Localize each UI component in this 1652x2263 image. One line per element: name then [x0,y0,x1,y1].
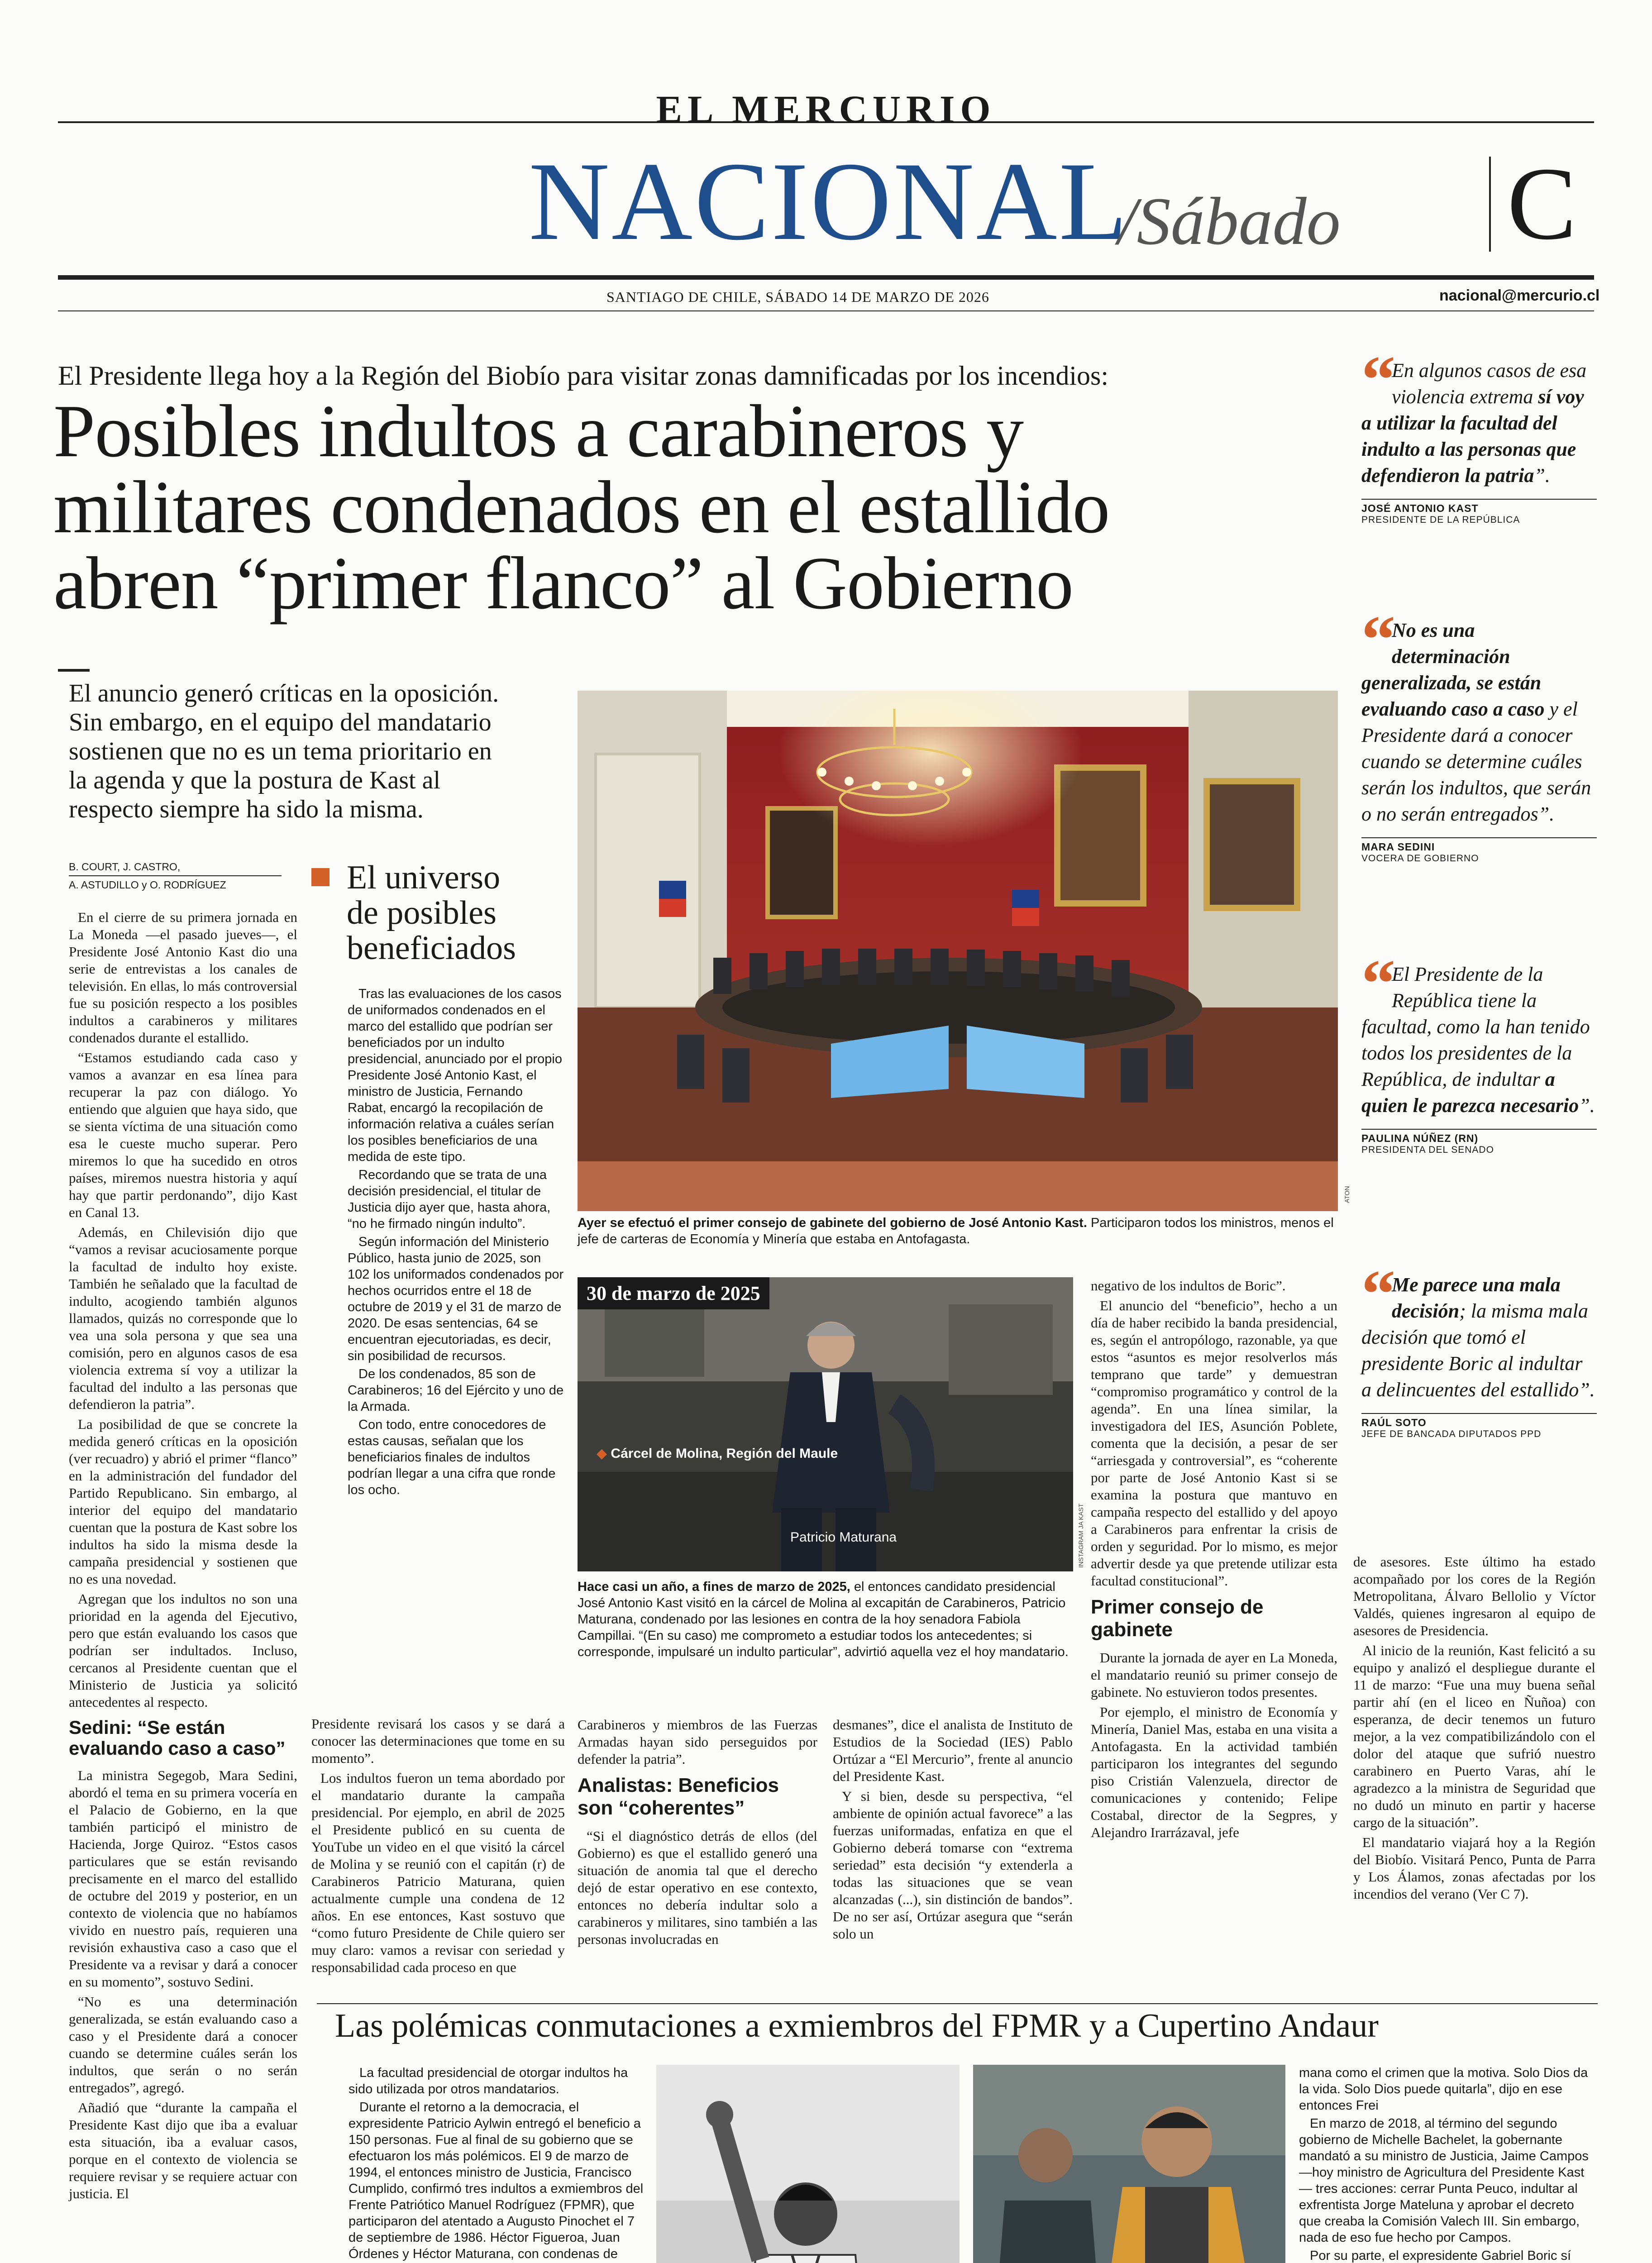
section-letter: C [1507,146,1577,261]
universe-paragraph: Según información del Ministerio Público, hasta junio de 2025, son 102 los uniformados condenados por hechos ocurridos entre el 18 de octubre de 2019 y el 31 de marzo de 2020. De esas sentencias, 64 se encuentran ejecutoriadas, es decir, sin posibilidad de recursos. [348,1235,564,1363]
caption-rest: el entonces candidato presidencial José Antonio Kast visitó en la cárcel de Molina al excapitán de Carabineros, Patricio Maturana, condenado por las lesiones en contra de la hoy senadora Fabiola Campillai. “(En su caso) me comprometo a estudiar todos los antecedentes; si corresponde, impulsaré un indulto particular”, advirtió aquella vez el hoy mandatario. [578,1580,1069,1659]
quote-author-role: PRESIDENTE DE LA REPÚBLICA [1361,515,1520,525]
quote-mark-icon: “ [1361,602,1389,677]
deck-line: Sin embargo, en el equipo del mandatario [69,708,492,736]
lead-column-5 [1353,1553,1595,1905]
quote-text [1361,946,1597,1119]
center-column-a [578,1716,817,1951]
universe-title [347,860,565,966]
universe-paragraph: Con todo, entre conocedores de estas causas, señalan que los beneficiarios finales de indultos podrían llegar a una cifra que ronde los ocho. [348,1418,556,1497]
paragraph: Durante el retorno a la democracia, el expresidente Patricio Aylwin entregó el beneficio a 150 personas. Fue al final de su gobierno que se efectuaron los más polémicos. El 9 de marzo de 1994, el entonces ministro de Justicia, Francisco Cumplido, confirmó tres indultos a exmiembros del Frente Patriótico Manuel Rodríguez (FPMR), que participaron del atentado a Augusto Pinochet el 7 de septiembre de 1986. Héctor Figueroa, Juan Órdenes y Héctor Maturana, con condenas de [349,2100,644,2261]
caption-rest: Participaron todos los ministros, menos el jefe de carteras de Economía y Minería que estaba en Antofagasta. [578,1216,1334,1246]
quote-text-plain: y el Presidente dará a conocer cuando se determine cuáles serán los indultos, que serán o no serán entregados”. [1361,698,1591,825]
paragraph: En marzo de 2018, al término del segundo gobierno de Michelle Bachelet, la gobernante mandató a su ministro de Justicia, Jaime Campos —hoy ministro de Agricultura del Presidente Kast— tres acciones: cerrar Punta Peuco, indultar al exfrentista Jorge Mateluna y aprobar el decreto que creaba la Comisión Valech III. Sin embargo, nada de eso fue hecho por Campos. [1299,2116,1589,2245]
cabinet-photo [578,691,1338,1211]
paragraph: Carabineros y miembros de las Fuerzas Armadas hayan sido perseguidos por defender la patria”. [578,1717,817,1767]
section-title: NACIONAL [529,139,1129,263]
universe-title-line: de posibles [347,894,497,931]
paragraph: En el cierre de su primera jornada en La Moneda —el pasado jueves—, el Presidente José Antonio Kast dio una serie de entrevistas a los canales de televisión. En ellas, lo más controversial fue su posición respecto a los posibles indultos a carabineros y militares condenados durante el estallido. [69,909,297,1046]
molina-photo [578,1277,1073,1571]
quote-author-role: VOCERA DE GOBIERNO [1361,853,1479,864]
fpmr-column-4 [1299,2065,1593,2263]
subhead-analistas: Analistas: Beneficios son “coherentes” [578,1774,779,1819]
quote-author: RAÚL SOTO [1361,1417,1427,1428]
dateline: SANTIAGO DE CHILE, SÁBADO 14 DE MARZO DE 2026 [606,289,989,305]
lead-column-4 [1091,1277,1337,1844]
caption-bold: Ayer se efectuó el primer consejo de gabinete del gobierno de José Antonio Kast. [578,1216,1087,1230]
paragraph: Por su parte, el expresidente Gabriel Boric sí [1310,2249,1571,2263]
paragraph: El mandatario viajará hoy a la Región del Biobío. Visitará Penco, Punta de Parra y Los Álamos, zonas afectadas por los incendios del verano (Ver C 7). [1353,1834,1595,1902]
location-label [597,1446,838,1461]
quote-text-bold: a quien le parezca necesario [1361,1068,1579,1117]
quote-author: JOSÉ ANTONIO KAST [1361,502,1479,514]
paragraph: Los indultos fueron un tema abordado por el mandatario durante la campaña presidencial. Por ejemplo, en abril de 2025 el Presidente publicó en su cuenta de YouTube un video en el que visitó la cárcel de Molina y se reunió con el capitán (r) de Carabineros Patricio Maturana, quien actualmente cumple una condena de 12 años. En ese entonces, Kast sostuvo que “como futuro Presidente de Chile quiero ser muy claro: vamos a revisar con seriedad y responsabilidad cada proceso en que [311,1770,565,1975]
universe-title-line: El universo [347,859,501,896]
paragraph: Además, en Chilevisión dijo que “vamos a revisar acuciosamente porque la facultad de indulto hoy existe. También he señalado que la facultad de indulto, acogiendo también algunos llamados, quizás no corresponde que lo vea una sola persona y que sea una comisión, pero en algunos casos de esa violencia extrema sí voy a utilizar la facultad del indulto a las personas que defendieron la patria”. [69,1224,297,1412]
quote-block [1361,342,1597,593]
paragraph: El anuncio del “beneficio”, hecho a un día de haber recibido la banda presidencial, es, según el antropólogo, razonable, ya que estos “asuntos es mejor resolverlos más temprano que tarde” y demuestran “compromiso programático y control de la agenda”. En una línea similar, la investigadora del IES, Asunción Poblete, comenta que la decisión, a pesar de ser “arriesgada y controversial”, es “coherente por parte de José Antonio Kast si se examina la postura que mantuvo en campaña respecto del estallido y del apoyo a Carabineros para enfrentar la crisis de orden y seguridad. Por lo mismo, es mejor advertir desde ya que pretende utilizar esta facultad constitucional”. [1091,1298,1337,1589]
lead-column-1 [69,909,297,2205]
subhead-consejo: Primer consejo de gabinete [1091,1596,1264,1641]
masthead-thick-rule [58,275,1594,280]
center-column-b [833,1716,1073,1945]
deck-line: El anuncio generó críticas en la oposición. [69,679,499,707]
byline-line: A. ASTUDILLO y O. RODRÍGUEZ [69,875,282,893]
quote-mark-icon: “ [1361,1256,1389,1332]
quote-text-plain: El Presidente de la República tiene la facultad, como la han tenido todos los presidentes de la República, de indultar [1361,963,1590,1090]
mateluna-photo [973,2065,1285,2263]
quote-author-role: JEFE DE BANCADA DIPUTADOS PPD [1361,1429,1542,1439]
quote-text-plain: En algunos casos de esa violencia extrema [1392,359,1587,408]
fpmr-top-rule [317,2003,1598,2004]
paragraph: negativo de los indultos de Boric”. [1091,1278,1286,1294]
universe-box [311,860,565,1500]
quote-text [1361,342,1597,489]
paragraph: La facultad presidencial de otorgar indultos ha sido utilizada por otros mandatarios. [349,2066,628,2096]
molina-photo-credit: INSTAGRAM JA KAST [1077,1503,1084,1568]
paragraph: La ministra Segegob, Mara Sedini, abordó el tema en su primera vocería en el Palacio de Gobierno, en la que también participó el ministro de Hacienda, Jorge Quiroz. “Estos casos particulares que se están revisando precisamente en el marco del estallido de octubre del 2019 y posterior, en un contexto de violencia que no habíamos vivido en nuestro país, requieren una revisión exhaustiva caso a caso que el Presidente va a revisar y dará a conocer en su momento”, sostuvo Sedini. [69,1767,297,1990]
deck-accent [58,669,90,672]
quotes-column [1361,342,1597,1507]
universe-paragraph: Tras las evaluaciones de los casos de uniformados condenados en el marco del estallido que podrían ser beneficiados por un indulto presidencial, anunciado por el propio Presidente José Antonio Kast, el ministro de Justicia, Fernando Rabat, encargó la recopilación de información relativa a cuáles serían los posibles beneficiarios de una medida de este tipo. [348,987,562,1164]
headline-line: abren “primer flanco” al Gobierno [53,541,1073,625]
deck-line: la agenda y que la postura de Kast al [69,766,441,794]
quote-author: MARA SEDINI [1361,841,1435,853]
location-pin-icon: ◆ [597,1446,607,1461]
location-label-text: Cárcel de Molina, Región del Maule [611,1446,838,1461]
quote-text-bold: sí voy a utilizar la facultad del indulto a las personas que defendieron la patria [1361,386,1584,487]
universe-paragraph: De los condenados, 85 son de Carabineros; 16 del Ejército y uno de la Armada. [348,1367,564,1414]
quote-text-bold: No es una determinación generalizada, se están evaluando caso a caso [1361,619,1545,720]
headline-line: Posibles indultos a carabineros y [53,389,1024,473]
square-bullet-icon [311,868,329,886]
paper-name: EL MERCURIO [656,87,996,131]
fpmr-headline: Las polémicas conmutaciones a exmiembros del FPMR y a Cupertino Andaur [335,2007,1379,2044]
byline-line: B. COURT, J. CASTRO, [69,861,181,873]
paragraph: La posibilidad de que se concrete la medida generó críticas en la oposición (ver recuadro) y abrió el primer “flanco” en la administración del fundador del Partido Republicano. Sin embargo, al interior del equipo del mandatario cuentan que la postura de Kast sobre los indultos ha sido la misma desde la campaña presidencial y sostienen que no es una novedad. [69,1416,297,1587]
paragraph: “No es una determinación generalizada, se están evaluando caso a caso y el Presidente dará a conocer cuando se determine cuáles serán los indultos, que serán o no serán entregados”, agregó. [69,1994,297,2096]
paragraph: “Estamos estudiando cada caso y vamos a avanzar en esa línea para recuperar la paz con diálogo. Yo entiendo que alguien que haya sido, que se sienta víctima de una situación como esa le cueste mucho superar. Pero miremos lo que ha sucedido en otros países, miremos nuestra historia y aquí hay que partir perdonando”, dijo Kast en Canal 13. [69,1050,297,1220]
quote-text-bold: Me parece una mala decisión [1392,1274,1561,1322]
paragraph: Presidente revisará los casos y se dará a conocer las determinaciones que tome en su momento”. [311,1716,565,1766]
mateluna-illustration [973,2065,1285,2263]
headline-line: militares condenados en el estallido [53,465,1110,549]
lead-column-2-bottom [311,1715,565,1979]
quote-text-plain: ; la misma mala decisión que tomó el presidente Boric al indultar a delincuentes del estallido”. [1361,1300,1595,1401]
person-label: Patricio Maturana [790,1530,897,1545]
quote-author: PAULINA NÚÑEZ (RN) [1361,1132,1479,1144]
paragraph: de asesores. Este último ha estado acompañado por los cores de la Región Metropolitana, Álvaro Bellolio y Víctor Valdés, quienes ingresaron al equipo de asesores de Presidencia. [1353,1554,1595,1638]
quote-mark-icon: “ [1361,342,1389,417]
paragraph: Por ejemplo, el ministro de Economía y Minería, Daniel Mas, estaba en una visita a Antofagasta. En la actividad también participaron los integrantes del segundo piso Cristián Valenzuela, director de comunicaciones y contenido; Felipe Costabal, director de la Segpres, y Alejandro Irarrázaval, jefe [1091,1704,1337,1840]
caption-bold: Hace casi un año, a fines de marzo de 2025, [578,1580,850,1594]
paragraph: mana como el crimen que la motiva. Solo Dios da la vida. Solo Dios puede quitarla”, dijo en ese entonces Frei [1299,2066,1588,2113]
cabinet-room-illustration [578,691,1338,1211]
byline [69,858,282,893]
fpmr-column-1 [349,2065,645,2263]
paragraph: Agregan que los indultos no son una prioridad en la agenda del Ejecutivo, pero que están evaluando los casos que podrían ser indultados. Incluso, cercanos al Presidente cuentan que el Ministerio de Justicia ya solicitó antecedentes al respecto. [69,1591,297,1710]
quote-text-plain: ”. [1579,1094,1595,1117]
paragraph: Durante la jornada de ayer en La Moneda, el mandatario reunió su primer consejo de gabinete. No estuvieron todos presentes. [1091,1650,1337,1700]
headline [53,389,1357,625]
dateline-rule [58,310,1594,311]
quote-block [1361,946,1597,1251]
universe-title-line: beneficiados [347,930,516,967]
paragraph: Añadió que “durante la campaña el Presidente Kast dijo que iba a evaluar esta situación, iba a evaluar casos, porque en el contexto de violencia se requiere revisar y se requiere actuar con justicia. El [69,2100,297,2201]
quote-text-plain: ”. [1534,464,1550,487]
deck [69,679,567,824]
figueroa-photo [656,2065,960,2263]
deck-line: sostienen que no es un tema prioritario en [69,737,492,765]
prison-visit-illustration [578,1277,1073,1571]
quote-mark-icon: “ [1361,946,1389,1021]
cabinet-photo-caption [578,1215,1342,1247]
kicker: El Presidente llega hoy a la Región del Biobío para visitar zonas damnificadas por los incendios: [58,361,1109,391]
email-link[interactable]: nacional@mercurio.cl [1439,287,1600,304]
molina-photo-caption [578,1579,1075,1660]
date-tag: 30 de marzo de 2025 [578,1277,769,1309]
paragraph: Al inicio de la reunión, Kast felicitó a su equipo y analizó el despliegue durante el 11 de marzo: “Fue una muy buena señal partir ahí (en el liceo en Ñuñoa) con esperanza, de decir tenemos un futuro mejor, a la vez compatibilizándolo con el dolor del ataque que sufrió nuestro carabinero en Puerto Varas, ahí le agradezco a la ministra de Seguridad que no dudó un minuto en partir y hacerse cargo de la situación”. [1353,1642,1595,1830]
quote-author-role: PRESIDENTA DEL SENADO [1361,1145,1494,1155]
quote-text [1361,602,1597,827]
deck-line: respecto siempre ha sido la misma. [69,795,424,823]
quote-text [1361,1256,1597,1403]
quote-block [1361,602,1597,939]
subhead-sedini: Sedini: “Se están evaluando caso a caso” [69,1717,286,1759]
quote-block [1361,1256,1597,1507]
universe-paragraph: Recordando que se trata de una decisión presidencial, el titular de Justicia dijo ayer que, hasta ahora, “no he firmado ningún indulto”. [348,1168,551,1231]
paragraph: desmanes”, dice el analista de Instituto de Estudios de la Sociedad (IES) Pablo Ortúzar a “El Mercurio”, frente al anuncio del Presidente Kast. [833,1717,1073,1784]
section-day: /Sábado [1118,184,1341,259]
masthead-divider [1489,157,1491,252]
cabinet-photo-credit: ATON [1343,1186,1351,1203]
paragraph: “Si el diagnóstico detrás de ellos (del Gobierno) es que el estallido generó una situación de anomia tal que el derecho dejó de estar operativo en ese contexto, entonces no debería indultar solo a carabineros y militares, sino también a las personas involucradas en [578,1828,817,1947]
figueroa-illustration [656,2065,960,2263]
paragraph: Y si bien, desde su perspectiva, “el ambiente de opinión actual favorece” a las fuerzas uniformadas, enfatiza en que el Gobierno deberá tomarse con “extrema seriedad” esta decisión “y extenderla a todas las situaciones que se vean alcanzadas (...), sin distinción de bandos”. De no ser así, Ortúzar asegura que “serán solo un [833,1788,1073,1942]
